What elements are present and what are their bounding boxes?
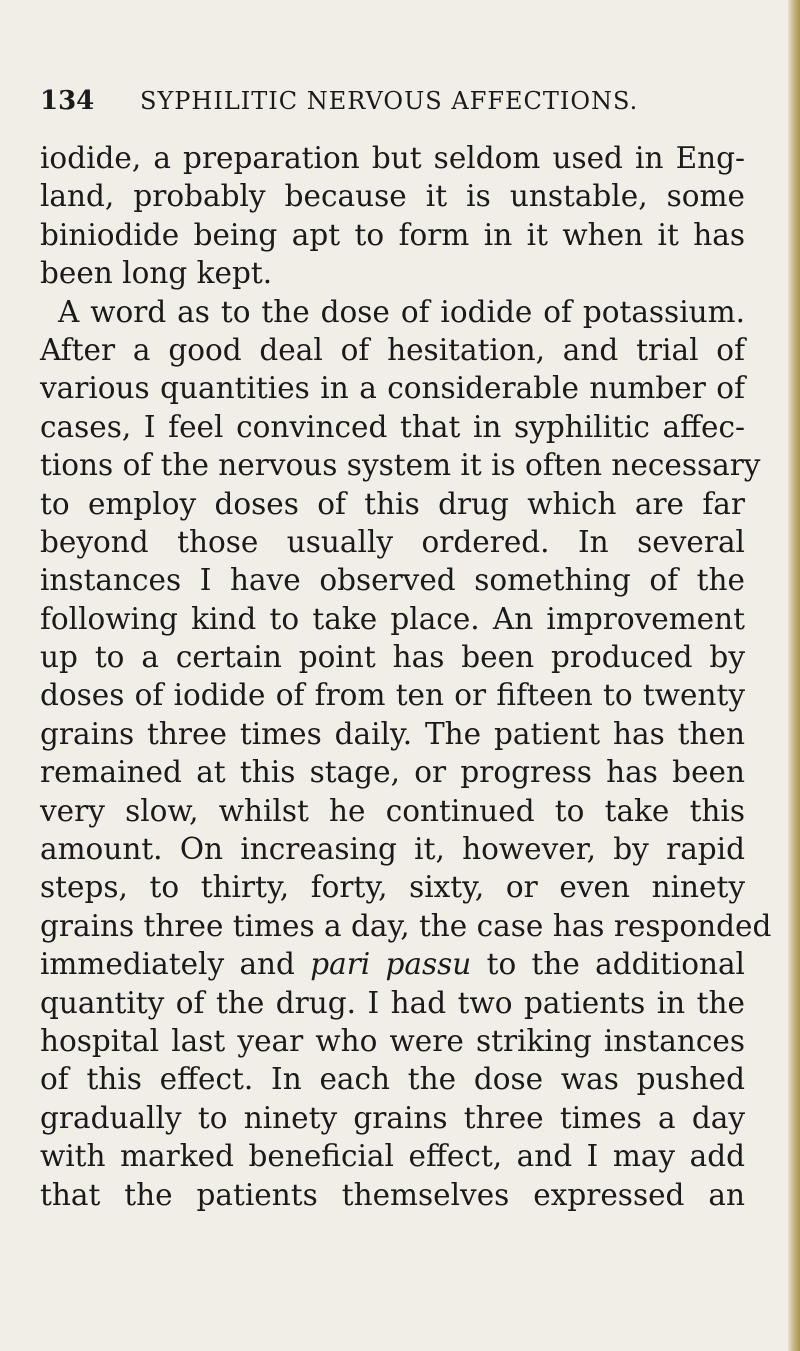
- text-line: following kind to take place. An improvement: [40, 601, 745, 636]
- text-line: steps, to thirty, forty, sixty, or even ninety: [40, 870, 745, 905]
- text-line: to employ doses of this drug which are far: [40, 486, 745, 521]
- body-text: [40, 139, 772, 1214]
- text-line: that the patients themselves expressed an: [40, 1177, 745, 1212]
- text-line: up to a certain point has been produced by: [40, 640, 745, 675]
- italic-phrase: pari passu: [310, 947, 472, 982]
- running-header: [40, 86, 780, 126]
- text-line-italic: [40, 945, 745, 983]
- text-line: remained at this stage, or progress has been: [40, 755, 745, 790]
- text-line: been long kept.: [40, 256, 273, 291]
- text-line: grains three times daily. The patient has then: [40, 716, 745, 751]
- text-line: various quantities in a considerable number of: [40, 371, 745, 406]
- text-line: cases, I feel convinced that in syphilitic affec-: [40, 409, 745, 444]
- text-line: land, probably because it is unstable, some: [40, 179, 745, 214]
- text-line: of this effect. In each the dose was pushed: [40, 1062, 745, 1097]
- text-line: quantity of the drug. I had two patients in the: [40, 985, 745, 1020]
- text-line: hospital last year who were striking instances: [40, 1023, 745, 1058]
- text-line: After a good deal of hesitation, and trial of: [40, 332, 745, 367]
- text-line: very slow, whilst he continued to take this: [40, 793, 745, 828]
- text-line: iodide, a preparation but seldom used in Eng-: [40, 141, 745, 175]
- text-line: with marked beneficial effect, and I may add: [40, 1139, 745, 1174]
- text-line: A word as to the dose of iodide of potassium.: [58, 294, 745, 329]
- running-title: SYPHILITIC NERVOUS AFFECTIONS.: [140, 87, 639, 115]
- text-line: biniodide being apt to form in it when it has: [40, 217, 745, 252]
- text-line: doses of iodide of from ten or fifteen to twenty: [40, 678, 745, 713]
- text-line: tions of the nervous system it is often necessary: [40, 448, 761, 483]
- text-line: amount. On increasing it, however, by rapid: [40, 832, 745, 867]
- page-number: 134: [40, 86, 95, 116]
- text-segment: to the additional: [471, 947, 745, 982]
- text-line: beyond those usually ordered. In several: [40, 524, 745, 559]
- text-line: gradually to ninety grains three times a day: [40, 1100, 745, 1135]
- text-line: grains three times a day, the case has responded: [40, 908, 772, 943]
- text-line: instances I have observed something of the: [40, 563, 745, 598]
- text-segment: immediately and: [40, 947, 311, 982]
- page-edge: [788, 0, 800, 1351]
